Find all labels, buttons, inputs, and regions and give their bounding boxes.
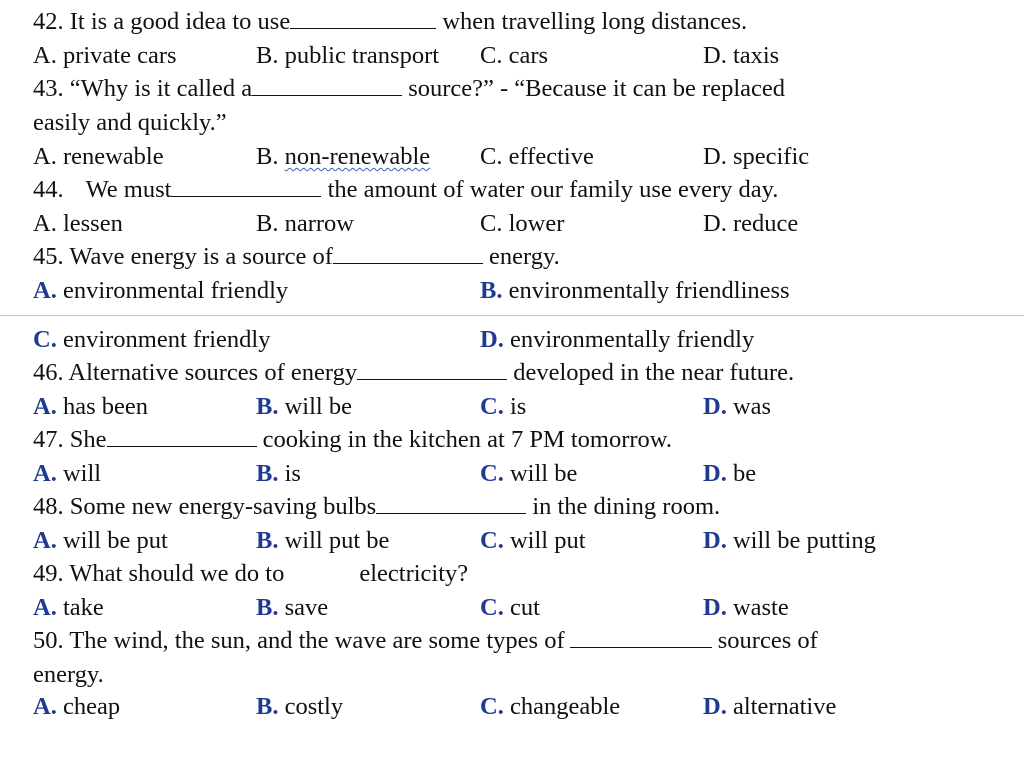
option-a-letter: A.	[33, 393, 57, 420]
question-text: It is a good idea to use	[69, 8, 291, 35]
question-49	[33, 558, 984, 590]
question-text: “Why is it called a	[69, 75, 253, 102]
option-b[interactable]	[256, 592, 328, 624]
question-43	[33, 73, 984, 105]
option-b[interactable]: B. narrow	[256, 210, 354, 237]
option-a-text: has been	[56, 393, 148, 420]
options-46	[33, 391, 984, 423]
option-a[interactable]: A. renewable	[33, 143, 164, 170]
option-a-letter: A.	[33, 594, 57, 621]
option-c[interactable]	[480, 458, 577, 490]
options-42	[33, 40, 984, 72]
option-d-text: was	[726, 393, 772, 420]
option-a[interactable]	[33, 458, 101, 490]
question-text-continued: energy.	[33, 661, 104, 688]
option-d-text: environmentally friendly	[503, 326, 755, 353]
question-text-continued: easily and quickly.”	[33, 109, 227, 136]
question-text: The wind, the sun, and the wave are some types of	[69, 627, 565, 654]
option-a[interactable]	[33, 592, 104, 624]
option-a-text: take	[56, 594, 104, 621]
question-text-end: when travelling long distances.	[436, 8, 748, 35]
option-c[interactable]: C. cars	[480, 42, 549, 69]
option-b-text: will be	[278, 393, 352, 420]
question-42	[33, 6, 984, 38]
option-b[interactable]	[256, 458, 301, 490]
question-text-end: energy.	[482, 243, 560, 270]
option-c-letter: C.	[33, 326, 57, 353]
option-c-text: will be	[503, 460, 578, 487]
options-47	[33, 458, 984, 490]
question-50-continued	[33, 659, 984, 691]
option-b-letter: B.	[256, 594, 279, 621]
option-d-letter: D.	[703, 594, 727, 621]
question-number: 43.	[33, 75, 64, 102]
question-48	[33, 491, 984, 523]
option-c-letter: C.	[480, 693, 504, 720]
question-45	[33, 241, 984, 273]
option-b[interactable]: B. public transport	[256, 42, 440, 69]
option-a-letter: A.	[33, 527, 57, 554]
option-b[interactable]	[480, 275, 790, 307]
option-b-text: environmentally friendliness	[502, 277, 790, 304]
question-text: Wave energy is a source of	[69, 243, 333, 270]
option-c[interactable]: C. effective	[480, 143, 594, 170]
answer-blank[interactable]	[107, 424, 257, 447]
option-a-text: cheap	[56, 693, 121, 720]
option-a-letter: A.	[33, 460, 57, 487]
question-text-end: sources of	[711, 627, 818, 654]
question-43-continued	[33, 107, 984, 139]
option-b-letter: B.	[256, 460, 279, 487]
option-b-text: save	[278, 594, 329, 621]
option-d[interactable]: D. taxis	[703, 42, 780, 69]
option-b-text: is	[278, 460, 301, 487]
option-d-letter: D.	[480, 326, 504, 353]
option-a-text: will be put	[56, 527, 168, 554]
option-c[interactable]	[33, 324, 270, 356]
option-c-letter: C.	[480, 594, 504, 621]
option-a-letter: A.	[33, 693, 57, 720]
option-b[interactable]	[256, 691, 343, 723]
option-d-letter: D.	[703, 393, 727, 420]
question-text: What should we do to	[69, 560, 285, 587]
question-number: 45.	[33, 243, 64, 270]
options-43	[33, 141, 984, 173]
option-a[interactable]: A. private cars	[33, 42, 177, 69]
question-number: 48.	[33, 493, 64, 520]
answer-blank[interactable]	[376, 491, 526, 514]
answer-blank[interactable]	[570, 625, 712, 648]
option-c[interactable]	[480, 691, 620, 723]
option-c-text: changeable	[503, 693, 621, 720]
option-c-text: is	[503, 393, 527, 420]
options-48	[33, 525, 984, 557]
question-number: 42.	[33, 8, 64, 35]
option-a[interactable]: A. lessen	[33, 210, 123, 237]
option-a[interactable]	[33, 275, 288, 307]
option-b-text: non-renewable	[284, 143, 431, 170]
question-number: 49.	[33, 560, 64, 587]
question-text-end: developed in the near future.	[507, 359, 795, 386]
option-d-text: will be putting	[726, 527, 876, 554]
answer-blank[interactable]	[357, 357, 507, 380]
question-44	[33, 174, 984, 206]
option-d-letter: D.	[703, 460, 727, 487]
option-c[interactable]	[480, 391, 526, 423]
options-45-row2	[33, 324, 984, 356]
option-c-letter: C.	[480, 393, 504, 420]
option-c-text: cut	[503, 594, 540, 621]
option-a[interactable]	[33, 525, 168, 557]
option-d[interactable]	[703, 592, 789, 624]
question-text: We must	[85, 176, 172, 203]
option-b-text: will put be	[278, 527, 390, 554]
option-d[interactable]: D. reduce	[703, 210, 799, 237]
option-b-letter: B.	[256, 693, 279, 720]
answer-blank[interactable]	[333, 241, 483, 264]
question-text-end: cooking in the kitchen at 7 PM tomorrow.	[256, 426, 673, 453]
answer-blank[interactable]	[290, 6, 436, 29]
option-d-text: be	[726, 460, 757, 487]
option-c-text: will put	[503, 527, 586, 554]
option-d-text: alternative	[726, 693, 837, 720]
question-number: 47.	[33, 426, 64, 453]
option-d[interactable]	[480, 324, 754, 356]
question-text-end: in the dining room.	[526, 493, 721, 520]
option-b[interactable]	[256, 141, 430, 173]
option-c-letter: C.	[480, 460, 504, 487]
option-d[interactable]	[703, 458, 756, 490]
option-c[interactable]: C. lower	[480, 210, 565, 237]
answer-blank[interactable]	[252, 73, 402, 96]
option-b-text: costly	[278, 693, 344, 720]
option-d[interactable]: D. specific	[703, 143, 810, 170]
option-d[interactable]	[703, 691, 836, 723]
option-c[interactable]	[480, 525, 586, 557]
question-text-end: electricity?	[359, 560, 469, 587]
option-b-letter: B.	[256, 527, 279, 554]
question-text: Some new energy-saving bulbs	[69, 493, 377, 520]
answer-blank[interactable]	[171, 174, 321, 197]
option-b-letter: B.	[256, 143, 285, 170]
question-text-end: the amount of water our family use every day.	[321, 176, 779, 203]
option-d-letter: D.	[703, 527, 727, 554]
options-49	[33, 592, 984, 624]
options-50	[33, 691, 984, 723]
question-number: 46.	[33, 359, 64, 386]
options-45-row1	[33, 275, 984, 307]
option-c-text: environment friendly	[56, 326, 271, 353]
option-b[interactable]	[256, 391, 352, 423]
option-a-text: will	[56, 460, 102, 487]
question-number: 44.	[33, 176, 64, 203]
option-d-text: waste	[726, 594, 789, 621]
option-b-letter: B.	[256, 393, 279, 420]
question-text-end: source?” - “Because it can be replaced	[402, 75, 785, 102]
options-44	[33, 208, 984, 240]
option-d-letter: D.	[703, 693, 727, 720]
option-a[interactable]	[33, 691, 120, 723]
option-a-text: environmental friendly	[56, 277, 289, 304]
question-text: Alternative sources of energy	[68, 359, 358, 386]
question-number: 50.	[33, 627, 64, 654]
question-46	[33, 357, 984, 389]
option-c[interactable]	[480, 592, 540, 624]
question-text: She	[69, 426, 107, 453]
question-50	[33, 625, 984, 657]
option-d[interactable]	[703, 391, 771, 423]
option-c-letter: C.	[480, 527, 504, 554]
page-divider	[0, 315, 1024, 316]
option-d[interactable]	[703, 525, 876, 557]
option-b[interactable]	[256, 525, 389, 557]
option-a[interactable]	[33, 391, 148, 423]
option-a-letter: A.	[33, 277, 57, 304]
question-47	[33, 424, 984, 456]
option-b-letter: B.	[480, 277, 503, 304]
